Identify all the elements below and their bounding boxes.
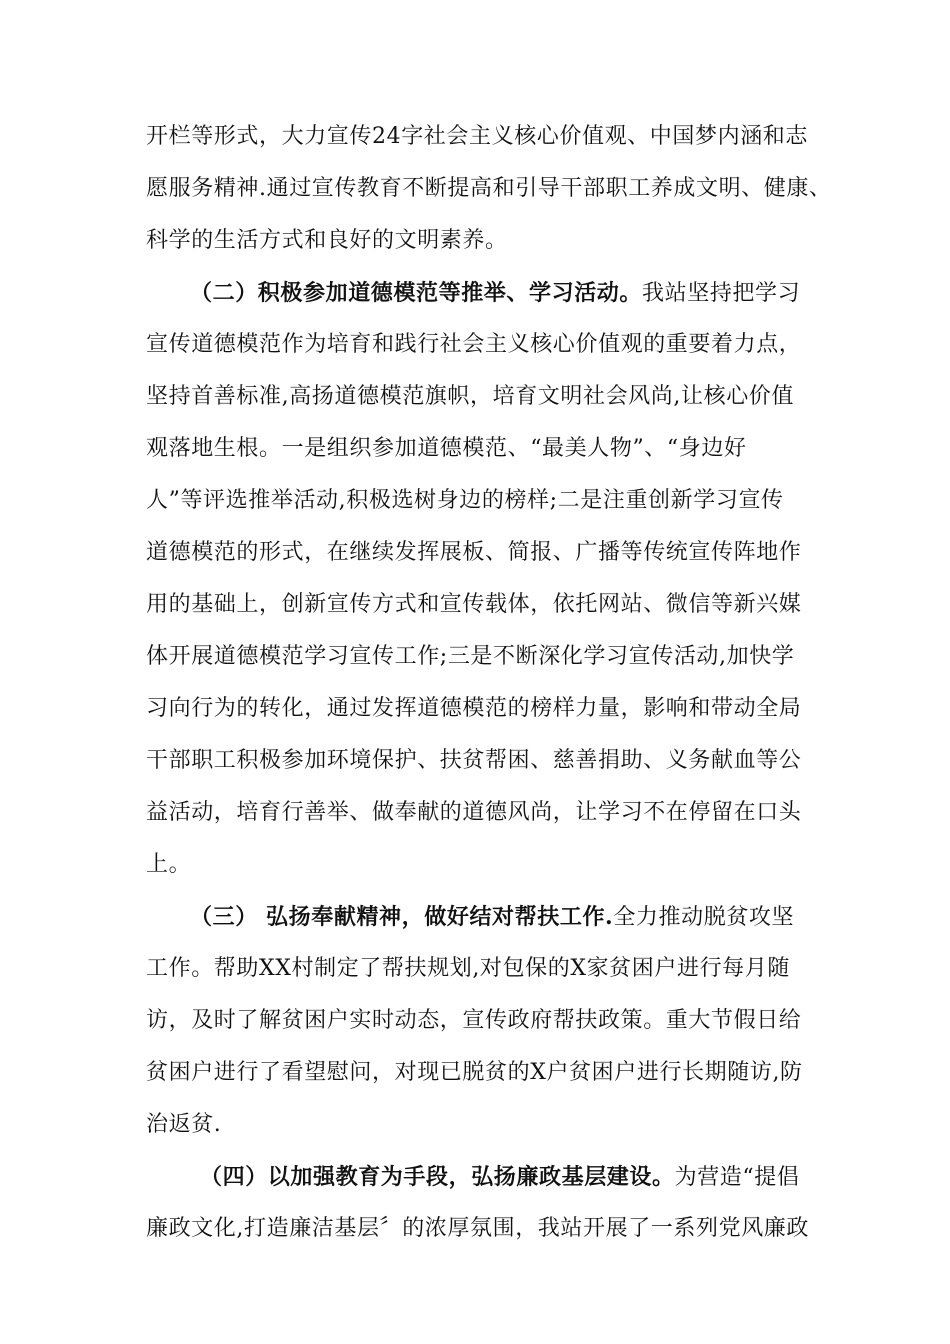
paragraph-line: 治返贫. [146, 1112, 222, 1137]
section-2-heading: （二）积极参加道德模范等推举、学习活动。 [190, 280, 643, 306]
paragraph-line: 道德模范的形式，在继续发挥展板、简报、广播等传统宣传阵地作 [146, 540, 802, 565]
paragraph-line: 体开展道德模范学习宣传工作;三是不断深化学习宣传活动,加快学 [146, 644, 795, 669]
paragraph-line: 愿服务精神.通过宣传教育不断提高和引导干部职工养成文明、健康、 [146, 176, 832, 201]
paragraph-line: 工作。帮助XX村制定了帮扶规划,对包保的X家贫困户进行每月随 [146, 956, 790, 981]
paragraph-line: 廉政文化,打造廉洁基层〞的浓厚氛围，我站开展了一系列党风廉政 [146, 1216, 809, 1241]
paragraph-line: 观落地生根。一是组织参加道德模范、“最美人物”、“身边好 [146, 436, 747, 461]
paragraph-line: 益活动，培育行善举、做奉献的道德风尚，让学习不在停留在口头 [146, 800, 802, 825]
paragraph-line: 上。 [146, 852, 192, 877]
section-4-heading: （四）以加强教育为手段，弘扬廉政基层建设。 [200, 1164, 675, 1190]
paragraph-line: 干部职工积极参加环境保护、扶贫帮困、慈善捐助、义务献血等公 [146, 748, 802, 773]
paragraph-line: 开栏等形式，大力宣传24字社会主义核心价值观、中国梦内涵和志 [146, 124, 808, 149]
section-4-first-line [200, 1162, 799, 1193]
section-4-text: 为营造“提倡 [674, 1165, 800, 1190]
paragraph-line: 用的基础上，创新宣传方式和宣传载体，依托网站、微信等新兴媒 [146, 592, 802, 617]
section-3-first-line [190, 902, 794, 933]
paragraph-line: 贫困户进行了看望慰问，对现已脱贫的X户贫困户进行长期随访,防 [146, 1060, 803, 1085]
section-2-text: 我站坚持把学习 [642, 281, 801, 306]
section-2-first-line [190, 278, 800, 309]
paragraph-line: 人”等评选推举活动,积极选树身边的榜样;二是注重创新学习宣传 [146, 488, 784, 513]
paragraph-line: 访，及时了解贫困户实时动态，宣传政府帮扶政策。重大节假日给 [146, 1008, 802, 1033]
paragraph-line: 坚持首善标准,高扬道德模范旗帜，培育文明社会风尚,让核心价值 [146, 384, 794, 409]
paragraph-line: 宣传道德模范作为培育和践行社会主义核心价值观的重要着力点， [146, 332, 802, 357]
section-3-text: 全力推动脱贫攻坚 [613, 905, 795, 930]
paragraph-line: 科学的生活方式和良好的文明素养。 [146, 228, 508, 253]
paragraph-line: 习向行为的转化，通过发挥道德模范的榜样力量，影响和带动全局 [146, 696, 802, 721]
section-3-heading: （三） 弘扬奉献精神，做好结对帮扶工作. [190, 904, 614, 930]
